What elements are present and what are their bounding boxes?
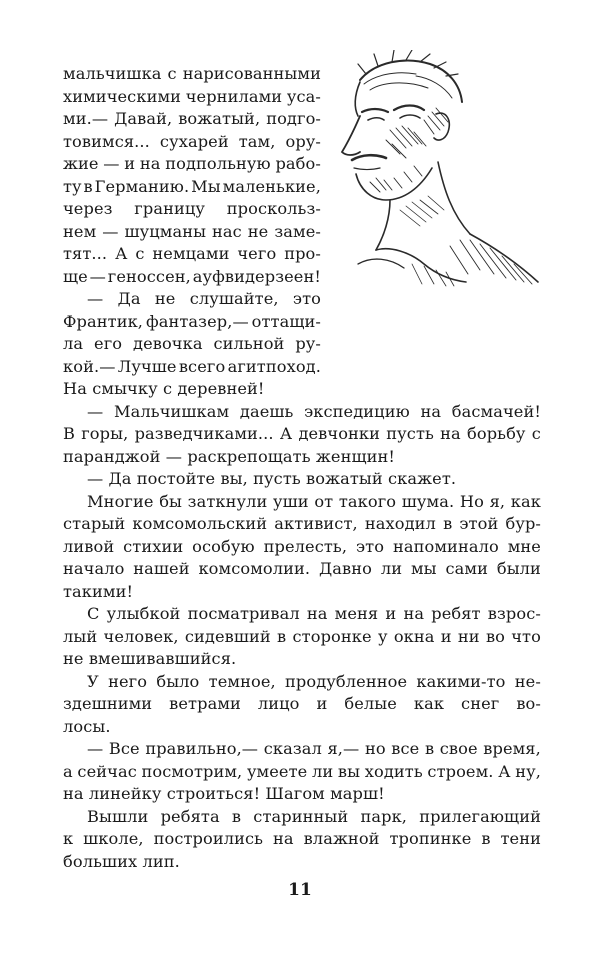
- text-line: здешними ветрами лицо и белые как снег во-: [63, 694, 541, 713]
- text-line: ще — геноссен, ауфвидерзеен!: [63, 266, 321, 286]
- text-line: мальчишка с нарисованными: [63, 64, 321, 83]
- text-line: а сейчас посмотрим, умеете ли вы ходить строем. А ну,: [63, 761, 541, 781]
- text-line: лосы.: [63, 716, 111, 736]
- text-line: на линейку строиться! Шагом марш!: [63, 784, 385, 803]
- text-line: ту в Германию. Мы маленькие,: [63, 176, 321, 196]
- text-line: — Все правильно,— сказал я,— но все в свое время,: [87, 739, 541, 758]
- text-line: через границу проскольз-: [63, 199, 321, 218]
- text-line: кой.— Лучше всего агитпоход.: [63, 356, 321, 376]
- text-line: В горы, разведчиками... А девчонки пусть на борьбу с: [63, 424, 541, 443]
- text-line: Многие бы заткнули уши от такого шума. Но я, как: [87, 491, 541, 511]
- text-line: химическими чернилами уса-: [63, 86, 321, 106]
- text-line: паранджой — раскрепощать женщин!: [63, 446, 395, 466]
- text-line: старый комсомольский активист, находил в этой бур-: [63, 514, 541, 533]
- text-line: У него было темное, продубленное какими-то не-: [87, 671, 541, 691]
- text-line: На смычку с деревней!: [63, 379, 265, 398]
- text-line: Франтик, фантазер,— оттащи-: [63, 311, 321, 331]
- text-line: ливой стихии особую прелесть, это напоминало мне: [63, 536, 541, 556]
- text-line: — Да постойте вы, пусть вожатый скажет.: [87, 469, 457, 488]
- text-line: начало нашей комсомолии. Давно ли мы сами были: [63, 559, 541, 578]
- text-line: жие — и на подпольную рабо-: [63, 154, 321, 173]
- text-line: — Мальчишкам даешь экспедицию на басмачей!: [87, 401, 541, 421]
- portrait-illustration: [320, 50, 548, 290]
- page-number: 11: [288, 880, 312, 900]
- text-line: не вмешивавшийся.: [63, 649, 237, 668]
- text-line: к школе, построились на влажной тропинке в тени: [63, 829, 541, 848]
- text-line: ла его девочка сильной ру-: [63, 334, 321, 353]
- text-line: больших лип.: [63, 851, 180, 871]
- text-line: нем — шуцманы нас не заме-: [63, 221, 321, 241]
- text-line: Вышли ребята в старинный парк, прилегающий: [87, 806, 541, 826]
- text-line: такими!: [63, 581, 134, 601]
- text-line: С улыбкой посматривал на меня и на ребят взрос-: [87, 604, 541, 623]
- text-line: ми.— Давай, вожатый, подго-: [63, 109, 321, 128]
- text-line: — Да не слушайте, это: [87, 289, 321, 308]
- text-line: лый человек, сидевший в сторонке у окна и ни во что: [63, 626, 541, 646]
- text-line: товимся... сухарей там, ору-: [63, 131, 321, 151]
- text-line: тят... А с немцами чего про-: [63, 244, 321, 263]
